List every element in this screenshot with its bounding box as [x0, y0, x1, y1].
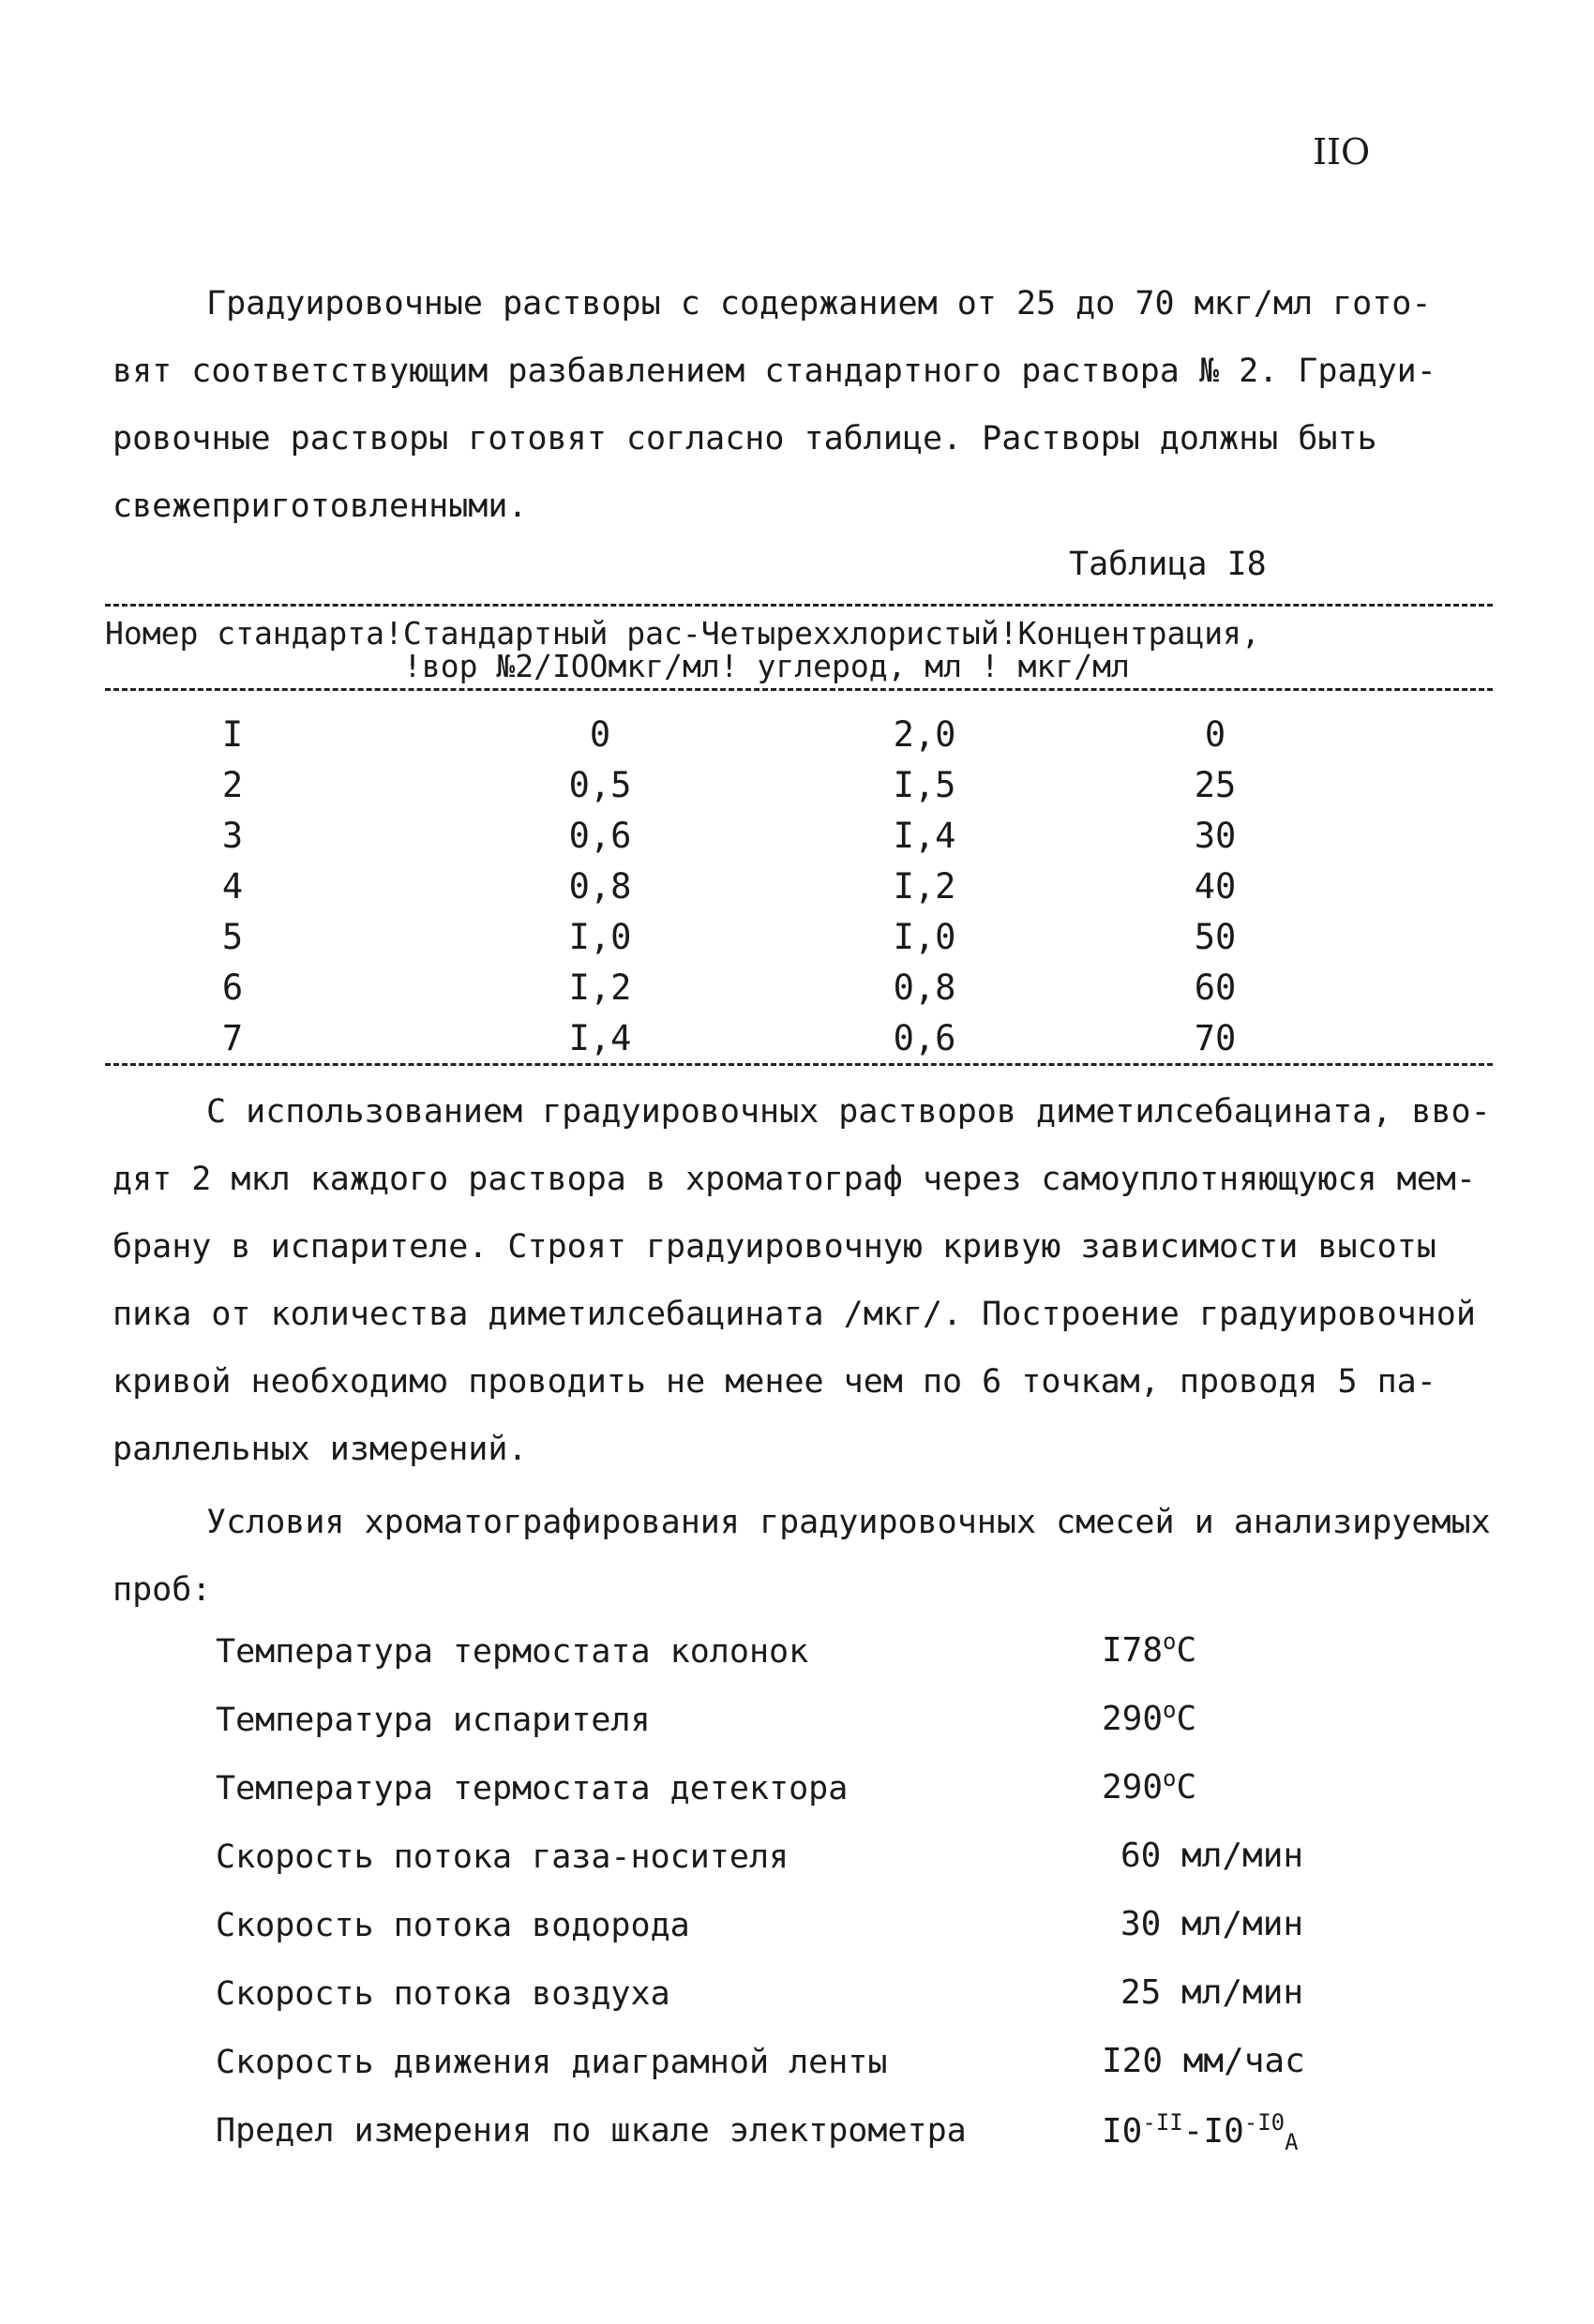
condition-label: Скорость потока воздуха	[216, 1975, 670, 2013]
condition-value: 290$^o$C	[1102, 1765, 1197, 1807]
condition-label: Скорость движения диаграмной ленты	[216, 2044, 888, 2081]
cell-standard-number: 6	[221, 967, 244, 1008]
cell-carbon-tetrachloride: I,4	[893, 816, 956, 856]
condition-value: 30 мл/мин	[1120, 1905, 1304, 1943]
condition-value: 60 мл/мин	[1120, 1837, 1304, 1875]
paragraph-line: ровочные растворы готовят согласно таблице. Растворы должны быть	[113, 420, 1377, 457]
cell-concentration: 60	[1194, 967, 1237, 1008]
paragraph-calibration	[113, 1078, 1500, 1483]
paragraph-line: Условия хроматографирования градуировочных смесей и анализируемых	[206, 1504, 1491, 1541]
table-bottom-rule	[105, 1063, 1493, 1066]
cell-carbon-tetrachloride: 0,8	[893, 967, 956, 1008]
cell-carbon-tetrachloride: I,0	[893, 917, 956, 957]
condition-value: 25 мл/мин	[1120, 1973, 1304, 2012]
cell-concentration: 40	[1194, 866, 1237, 907]
condition-value: 290$^o$C	[1102, 1697, 1197, 1738]
table-header-line-2: !вор №2/IOOмкг/мл! углерод, мл ! мкг/мл	[403, 648, 1130, 684]
cell-standard-number: 4	[221, 866, 244, 907]
cell-standard-number: 2	[221, 765, 244, 805]
condition-label: Температура термостата детектора	[216, 1770, 849, 1807]
cell-standard-number: 7	[221, 1018, 244, 1058]
cell-standard-number: 5	[221, 917, 244, 957]
page-number: IIO	[1313, 131, 1371, 172]
cell-carbon-tetrachloride: 2,0	[893, 714, 956, 755]
table-header-line-1: Номер стандарта!Стандартный рас-Четыреххлористый!Концентрация,	[105, 615, 1260, 652]
cell-standard-solution: 0,8	[568, 866, 632, 907]
table-header-rule	[105, 688, 1493, 691]
cell-standard-solution: I,4	[568, 1018, 632, 1058]
cell-carbon-tetrachloride: I,2	[893, 866, 956, 907]
condition-label: Температура испарителя	[216, 1702, 651, 1739]
condition-value: I20 мм/час	[1102, 2042, 1305, 2080]
condition-value: I78$^o$C	[1102, 1628, 1197, 1670]
cell-carbon-tetrachloride: 0,6	[893, 1018, 956, 1058]
paragraph-line: дят 2 мкл каждого раствора в хроматограф через самоуплотняющуюся мем-	[113, 1161, 1476, 1198]
paragraph-line: Градуировочные растворы с содержанием от 25 до 70 мкг/мл гото-	[206, 285, 1432, 322]
condition-label: Скорость потока водорода	[216, 1907, 690, 1944]
cell-standard-solution: 0	[589, 714, 611, 755]
paragraph-line: свежеприготовленными.	[113, 487, 528, 525]
paragraph-line: проб:	[113, 1571, 212, 1609]
paragraph-line: брану в испарителе. Строят градуировочную кривую зависимости высоты	[113, 1228, 1436, 1266]
cell-concentration: 25	[1194, 765, 1237, 805]
paragraph-conditions-intro	[113, 1489, 1500, 1624]
condition-label: Скорость потока газа-носителя	[216, 1838, 789, 1876]
paragraph-line: кривой необходимо проводить не менее чем по 6 точкам, проводя 5 па-	[113, 1363, 1436, 1401]
paragraph-line: раллельных измерений.	[113, 1431, 528, 1468]
cell-concentration: 50	[1194, 917, 1237, 957]
cell-standard-number: 3	[221, 816, 244, 856]
cell-standard-number: I	[221, 714, 244, 755]
paragraph-line: вят соответствующим разбавлением стандартного раствора № 2. Градуи-	[113, 352, 1436, 390]
cell-standard-solution: 0,6	[568, 816, 632, 856]
condition-label: Предел измерения по шкале электрометра	[216, 2112, 967, 2150]
condition-label: Температура термостата колонок	[216, 1633, 809, 1671]
paragraph-intro	[113, 270, 1500, 540]
cell-standard-solution: 0,5	[568, 765, 632, 805]
paragraph-line: пика от количества диметилсебацината /мкг/. Построение градуировочной	[113, 1296, 1476, 1333]
cell-carbon-tetrachloride: I,5	[893, 765, 956, 805]
cell-concentration: 30	[1194, 816, 1237, 856]
cell-standard-solution: I,2	[568, 967, 632, 1008]
cell-standard-solution: I,0	[568, 917, 632, 957]
condition-value: $I0^{-II}-I0^{-I0}_A$	[1102, 2109, 1299, 2156]
cell-concentration: 70	[1194, 1018, 1237, 1058]
table-caption: Таблица I8	[1069, 546, 1267, 583]
cell-concentration: 0	[1204, 714, 1226, 755]
table-top-rule	[105, 604, 1493, 607]
paragraph-line: С использованием градуировочных растворов диметилсебацината, вво-	[206, 1093, 1491, 1131]
